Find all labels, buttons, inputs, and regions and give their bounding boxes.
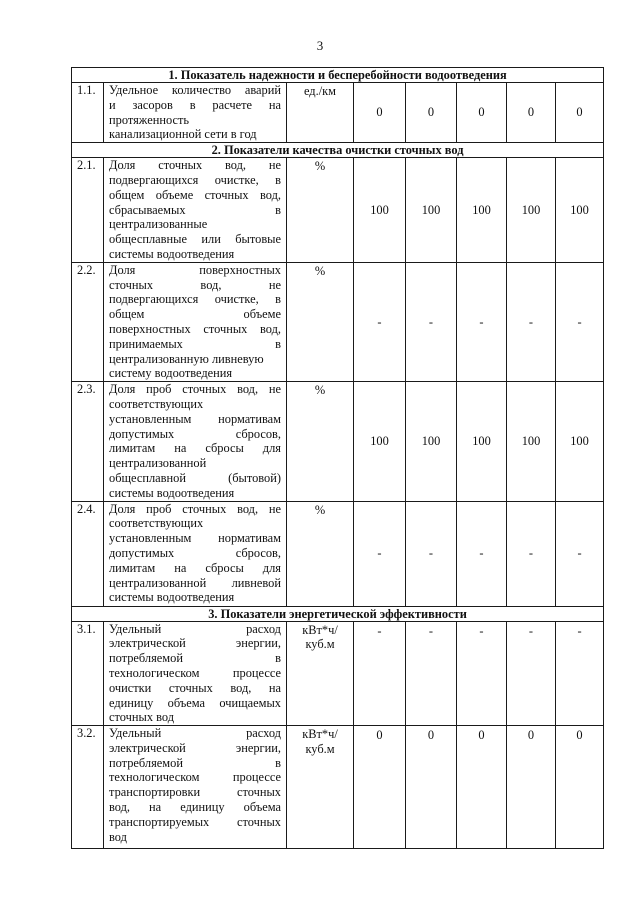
unit-line: %	[314, 502, 326, 517]
description-line: Удельный расход	[109, 726, 281, 741]
description-line: транспортировки сточных	[109, 785, 281, 800]
description-line: вод	[109, 829, 127, 844]
section-header-row	[72, 68, 604, 83]
value-cell: 100	[457, 158, 507, 263]
description-line: Доля проб сточных вод, не	[109, 501, 281, 516]
description-line: централизованной ливневой	[109, 575, 281, 590]
value-cell: -	[354, 262, 406, 381]
unit-line: ед./км	[303, 84, 337, 98]
value-cell: -	[507, 501, 556, 606]
unit-cell	[287, 83, 354, 143]
description-line: потребляемой в	[109, 755, 281, 770]
description-line: принимаемых в	[109, 336, 281, 351]
value-cell: 100	[507, 158, 556, 263]
value-cell: -	[406, 501, 457, 606]
description-line: лимитам на сбросы для	[109, 441, 281, 456]
value-cell: -	[556, 262, 604, 381]
description-line: и засоров в расчете на	[109, 97, 281, 112]
unit-cell	[287, 501, 354, 606]
value-cell: 0	[457, 726, 507, 849]
table-row	[72, 501, 604, 606]
description-line: транспортируемых сточных	[109, 814, 281, 829]
table-row	[72, 158, 604, 263]
description-line: поверхностных сточных вод,	[109, 321, 281, 336]
section-header-row	[72, 606, 604, 621]
value-cell: 100	[406, 158, 457, 263]
description-line: подвергающихся очистке, в	[109, 172, 281, 187]
indicator-description	[104, 262, 287, 381]
value-cell: 100	[556, 382, 604, 501]
value-cell: 0	[507, 83, 556, 143]
description-line: Удельное количество аварий	[109, 83, 281, 97]
value-cell: 100	[507, 382, 556, 501]
table-row	[72, 382, 604, 501]
description-line: Доля сточных вод, не	[109, 158, 281, 173]
unit-cell	[287, 158, 354, 263]
description-line: допустимых сбросов,	[109, 545, 281, 560]
description-line: вод, на единицу объема	[109, 800, 281, 815]
value-cell: 0	[406, 83, 457, 143]
description-line: системы водоотведения	[109, 485, 235, 500]
indicator-description	[104, 382, 287, 501]
description-line: Удельный расход	[109, 621, 281, 636]
description-line: очистки сточных вод, на	[109, 680, 281, 695]
unit-line: %	[314, 263, 326, 278]
description-line: технологическом процессе	[109, 770, 281, 785]
value-cell: 100	[354, 382, 406, 501]
description-line: установленным нормативам	[109, 411, 281, 426]
row-number: 3.1.	[72, 621, 104, 726]
description-line: системы водоотведения	[109, 246, 235, 261]
description-line: сточных вод, не	[109, 277, 281, 292]
value-cell: -	[406, 621, 457, 726]
unit-line: %	[314, 383, 326, 398]
unit-cell	[287, 621, 354, 726]
row-number: 2.2.	[72, 262, 104, 381]
section-title: 1. Показатель надежности и бесперебойности водоотведения	[72, 68, 604, 83]
value-cell: 0	[457, 83, 507, 143]
row-number: 2.4.	[72, 501, 104, 606]
page-number: 3	[316, 38, 324, 53]
table-row	[72, 83, 604, 143]
description-line: централизованные	[109, 217, 208, 232]
table-row	[72, 621, 604, 726]
row-number: 2.3.	[72, 382, 104, 501]
value-cell: 100	[354, 158, 406, 263]
description-line: общесплавные или бытовые	[109, 232, 281, 247]
indicator-description	[104, 726, 287, 849]
unit-line: %	[314, 159, 326, 174]
indicator-description	[104, 158, 287, 263]
unit-cell	[287, 382, 354, 501]
value-cell: -	[457, 501, 507, 606]
value-cell: -	[556, 501, 604, 606]
description-line: централизованную ливневую	[109, 351, 264, 366]
description-line: потребляемой в	[109, 651, 281, 666]
value-cell: 0	[354, 83, 406, 143]
description-line: электрической энергии,	[109, 636, 281, 651]
description-line: соответствующих	[109, 396, 204, 411]
description-line: системы водоотведения	[109, 590, 235, 605]
value-cell: -	[457, 262, 507, 381]
description-line: электрической энергии,	[109, 740, 281, 755]
indicator-description	[104, 83, 287, 143]
section-title: 3. Показатели энергетической эффективности	[72, 606, 604, 621]
description-line: сточных вод	[109, 710, 175, 725]
description-line: канализационной сети в год	[109, 127, 257, 142]
description-line: сбрасываемых в	[109, 202, 281, 217]
unit-line: кВт*ч/	[302, 727, 338, 742]
value-cell: -	[354, 501, 406, 606]
value-cell: 100	[406, 382, 457, 501]
value-cell: 0	[556, 726, 604, 849]
value-cell: -	[457, 621, 507, 726]
description-line: общесплавной (бытовой)	[109, 470, 281, 485]
value-cell: 0	[354, 726, 406, 849]
value-cell: -	[556, 621, 604, 726]
value-cell: 0	[556, 83, 604, 143]
unit-line: куб.м	[305, 741, 335, 756]
description-line: допустимых сбросов,	[109, 426, 281, 441]
value-cell: 100	[556, 158, 604, 263]
table-row	[72, 262, 604, 381]
description-line: Доля поверхностных	[109, 262, 281, 277]
value-cell: 0	[406, 726, 457, 849]
row-number: 1.1.	[72, 83, 104, 143]
value-cell: -	[507, 262, 556, 381]
value-cell: -	[406, 262, 457, 381]
indicator-description	[104, 501, 287, 606]
description-line: технологическом процессе	[109, 665, 281, 680]
row-number: 3.2.	[72, 726, 104, 849]
indicators-table	[71, 67, 604, 849]
section-header-row	[72, 143, 604, 158]
description-line: общем объеме сточных вод,	[109, 187, 281, 202]
value-cell: 0	[507, 726, 556, 849]
value-cell: -	[507, 621, 556, 726]
section-title: 2. Показатели качества очистки сточных вод	[72, 143, 604, 158]
unit-cell	[287, 726, 354, 849]
description-line: централизованной	[109, 456, 207, 471]
description-line: установленным нормативам	[109, 531, 281, 546]
value-cell: 100	[457, 382, 507, 501]
unit-line: куб.м	[305, 637, 335, 652]
description-line: Доля проб сточных вод, не	[109, 382, 281, 397]
value-cell: -	[354, 621, 406, 726]
table-row	[72, 726, 604, 849]
description-line: подвергающихся очистке, в	[109, 292, 281, 307]
description-line: единицу объема очищаемых	[109, 695, 281, 710]
unit-line: кВт*ч/	[302, 622, 338, 637]
description-line: соответствующих	[109, 516, 204, 531]
indicator-description	[104, 621, 287, 726]
description-line: систему водоотведения	[109, 366, 233, 381]
unit-cell	[287, 262, 354, 381]
description-line: протяженность	[109, 112, 190, 127]
description-line: лимитам на сбросы для	[109, 560, 281, 575]
description-line: общем объеме	[109, 307, 281, 322]
row-number: 2.1.	[72, 158, 104, 263]
